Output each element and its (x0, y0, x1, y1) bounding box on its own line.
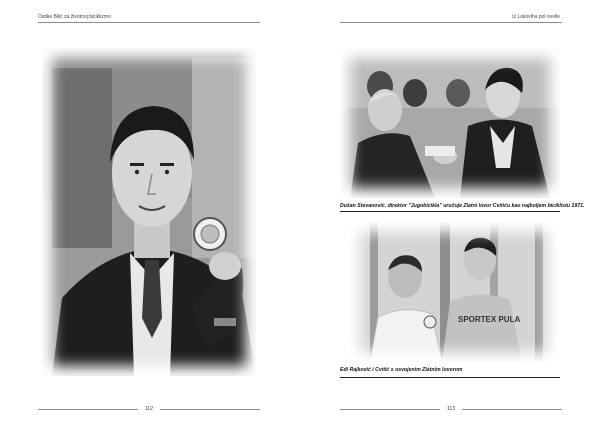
bottom-photo-caption: Edi Rajković i Cvitić s osvojenim Zlatnim lovorom (340, 367, 463, 373)
jersey-lettering: SPORTEX PULA (458, 315, 521, 324)
left-footer-rule-b (160, 409, 260, 410)
right-page (300, 0, 600, 426)
right-footer-rule-b (462, 409, 562, 410)
left-footer-rule-a (38, 409, 138, 410)
left-page-number: 112 (145, 406, 153, 412)
bottom-caption-rule (340, 377, 560, 378)
left-running-head: Ostike Bilić za životnoj biciklizmo (38, 14, 111, 20)
two-men-with-award-photo (350, 222, 558, 362)
portrait-photo (42, 48, 256, 376)
right-page-number: 113 (447, 406, 455, 412)
right-running-head: Iz Lokoviha pol ovolle (512, 14, 560, 20)
right-footer-rule-a (340, 409, 440, 410)
right-header-rule (340, 22, 562, 23)
left-header-rule (38, 22, 260, 23)
top-caption-rule (340, 211, 560, 212)
award-ceremony-photo (340, 48, 560, 198)
top-photo-caption: Dušan Stevanović, direktor "Jugobicikla" uručuje Zlatni lovor Cvitiću kao najboljem biciklistu 1971. (340, 203, 585, 209)
